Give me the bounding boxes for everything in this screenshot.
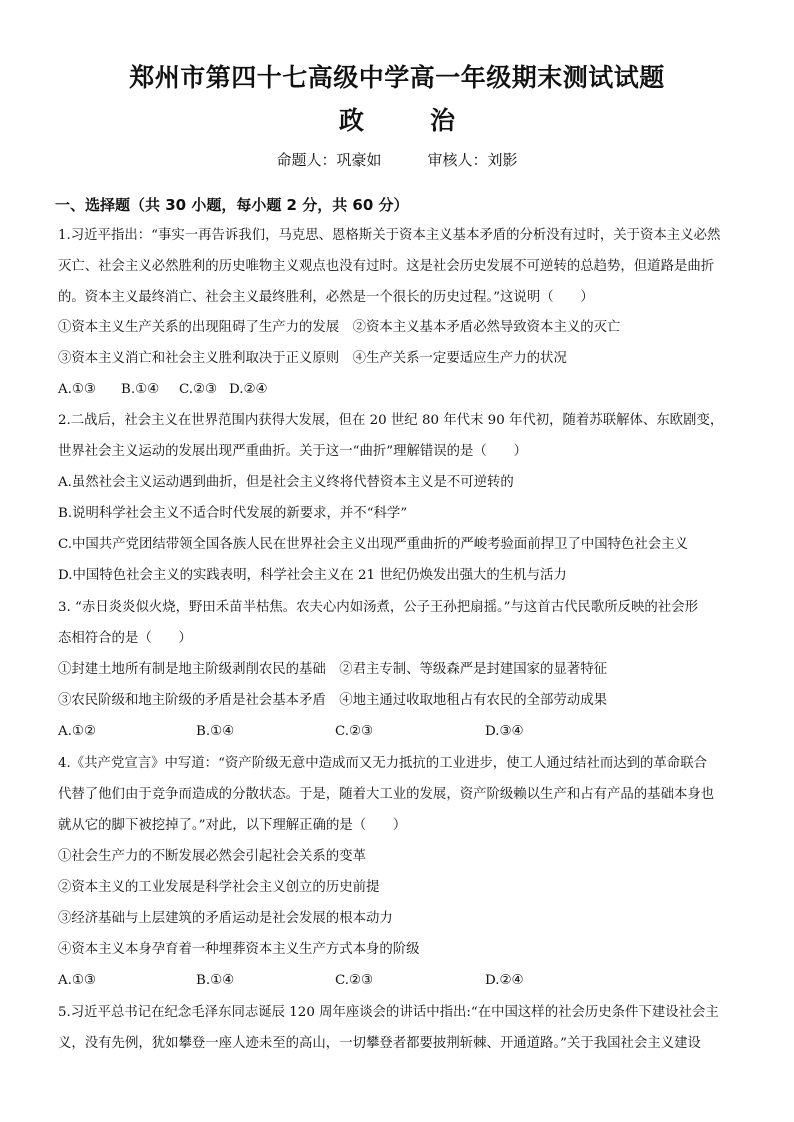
q5-stem-line: 5.习近平总书记在纪念毛泽东同志诞辰 120 周年座谈会的讲话中指出:“在中国这样的社会历史条件下建设社会主 xyxy=(58,1005,719,1020)
q4-item: ②资本主义的工业发展是科学社会主义创立的历史前提 xyxy=(58,880,380,895)
q2-stem-line: 世界社会主义运动的发展出现严重曲折。关于这一“曲折”理解错误的是（ ） xyxy=(58,444,527,459)
q4-option-c: C.②③ xyxy=(335,973,374,988)
subject-char-1: 政 xyxy=(338,106,364,135)
q3-item: ③农民阶级和地主阶级的矛盾是社会基本矛盾 ④地主通过收取地租占有农民的全部劳动成果 xyxy=(58,693,608,708)
q3-option-a: A.①② xyxy=(58,724,96,739)
subject-char-2: 治 xyxy=(430,106,456,135)
author-line xyxy=(0,149,794,170)
q4-option-d: D.②④ xyxy=(485,973,524,988)
q4-option-b: B.①④ xyxy=(196,973,235,988)
q3-stem-line: 3. “赤日炎炎似火烧，野田禾苗半枯焦。农夫心内如汤煮，公子王孙把扇摇。”与这首古代民歌所反映的社会形 xyxy=(58,600,698,615)
q1-item: ①资本主义生产关系的出现阻碍了生产力的发展 ②资本主义基本矛盾必然导致资本主义的灭亡 xyxy=(58,320,621,335)
q2-choice-a: A.虽然社会主义运动遇到曲折，但是社会主义终将代替资本主义是不可逆转的 xyxy=(58,475,514,490)
q4-stem-line: 4.《共产党宣言》中写道：“资产阶级无意中造成而又无力抵抗的工业进步，使工人通过结社而达到的革命联合 xyxy=(58,756,707,771)
q2-choice-b: B.说明科学社会主义不适合时代发展的新要求，并不“科学” xyxy=(58,506,408,521)
q1-stem-line: 的。资本主义最终消亡、社会主义最终胜利，必然是一个很长的历史过程。”这说明（ ） xyxy=(58,290,594,305)
q4-item: ④资本主义本身孕育着一种埋葬资本主义生产方式本身的阶级 xyxy=(58,942,420,957)
q3-item: ①封建土地所有制是地主阶级剥削农民的基础 ②君主专制、等级森严是封建国家的显著特征 xyxy=(58,662,608,677)
exam-title: 郑州市第四十七高级中学高一年级期末测试试题 xyxy=(129,63,665,92)
q3-stem-line: 态相符合的是（ ） xyxy=(58,631,192,646)
q1-stem-line: 灭亡、社会主义必然胜利的历史唯物主义观点也没有过时。这是社会历史发展不可逆转的总趋势，但道路是曲折 xyxy=(58,259,715,274)
q1-option-c: C.②③ xyxy=(179,382,218,397)
q2-choice-d: D.中国特色社会主义的实践表明，科学社会主义在 21 世纪仍焕发出强大的生机与活力 xyxy=(58,568,567,583)
q1-option-a: A.①③ xyxy=(58,382,96,397)
q4-item: ③经济基础与上层建筑的矛盾运动是社会发展的根本动力 xyxy=(58,911,393,926)
q1-option-b: B.①④ xyxy=(121,382,160,397)
q4-item: ①社会生产力的不断发展必然会引起社会关系的变革 xyxy=(58,849,366,864)
q4-stem-line: 代替了他们由于竞争而造成的分散状态。于是，随着大工业的发展，资产阶级赖以生产和占有产品的基础本身也 xyxy=(58,787,715,802)
q5-stem-line: 义，没有先例，犹如攀登一座人迹未至的高山，一切攀登者都要披荆斩棘、开通道路。”关于我国社会主义建设 xyxy=(58,1036,701,1051)
section-heading: 一、选择题（共 30 小题，每小题 2 分，共 60 分） xyxy=(55,196,409,214)
q1-option-d: D.②④ xyxy=(229,382,268,397)
reviewer: 审核人：刘影 xyxy=(427,151,518,169)
q3-options xyxy=(58,722,748,742)
subject-heading xyxy=(0,101,794,137)
q1-stem-line: 1.习近平指出：“事实一再告诉我们，马克思、恩格斯关于资本主义基本矛盾的分析没有过时，关于资本主义必然 xyxy=(58,228,721,243)
q2-stem-line: 2.二战后，社会主义在世界范围内获得大发展，但在 20 世纪 80 年代末 90 年代初，随着苏联解体、东欧剧变， xyxy=(58,413,724,428)
q3-option-c: C.②③ xyxy=(335,724,374,739)
q3-option-d: D.③④ xyxy=(485,724,524,739)
q1-options xyxy=(58,380,748,400)
setter: 命题人：巩豪如 xyxy=(276,151,382,169)
q4-option-a: A.①③ xyxy=(58,973,96,988)
q3-option-b: B.①④ xyxy=(196,724,235,739)
q1-item: ③资本主义消亡和社会主义胜利取决于正义原则 ④生产关系一定要适应生产力的状况 xyxy=(58,351,567,366)
q4-options xyxy=(58,971,748,991)
q4-stem-line: 就从它的脚下被挖掉了。”对此，以下理解正确的是（ ） xyxy=(58,818,407,833)
q2-choice-c: C.中国共产党团结带领全国各族人民在世界社会主义出现严重曲折的严峻考验面前捍卫了中国特色社会主义 xyxy=(58,537,688,552)
